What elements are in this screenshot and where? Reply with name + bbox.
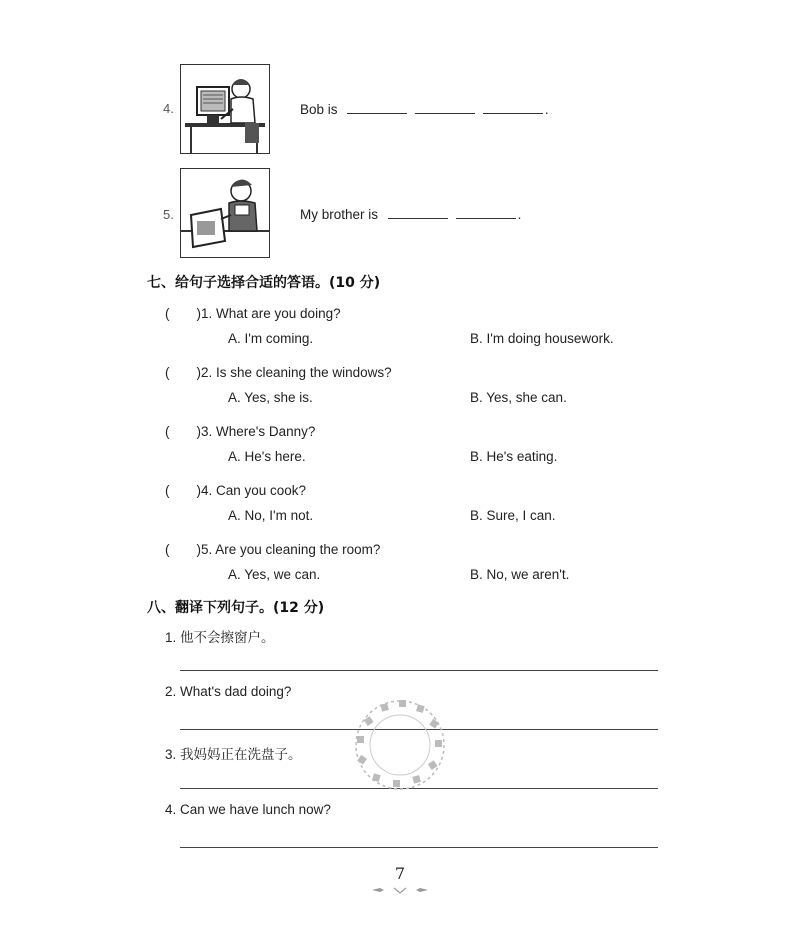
question-row xyxy=(165,420,315,440)
option-a: A. Yes, she is. xyxy=(228,390,313,405)
section-7-title: 七、给句子选择合适的答语。(10 分) xyxy=(147,275,381,291)
question-row xyxy=(165,479,306,499)
option-b: B. No, we aren't. xyxy=(470,567,570,582)
option-a: A. Yes, we can. xyxy=(228,567,321,582)
translation-prompt: 3. 我妈妈正在洗盘子。 xyxy=(165,747,302,762)
answer-line[interactable] xyxy=(180,670,658,671)
answer-line[interactable] xyxy=(180,847,658,848)
option-a: A. He's here. xyxy=(228,449,306,464)
fill-in-sentence xyxy=(300,101,549,117)
answer-paren[interactable]: ( ) xyxy=(165,483,201,498)
fill-in-sentence xyxy=(300,206,521,222)
question-row xyxy=(165,361,392,381)
answer-blank[interactable] xyxy=(388,206,448,219)
question-row xyxy=(165,302,341,322)
page-number-text: 7 xyxy=(394,864,406,883)
watermark-stamp xyxy=(345,690,455,800)
option-a: A. I'm coming. xyxy=(228,331,314,346)
sentence-text: My brother is xyxy=(300,207,379,222)
answer-blank[interactable] xyxy=(415,101,475,114)
page-ornament xyxy=(370,882,430,892)
option-b: B. I'm doing housework. xyxy=(470,331,614,346)
option-b: B. He's eating. xyxy=(470,449,558,464)
answer-paren[interactable]: ( ) xyxy=(165,542,201,557)
computer-boy-illustration xyxy=(180,64,270,154)
option-b: B. Sure, I can. xyxy=(470,508,556,523)
item-number: 5. xyxy=(163,207,174,222)
answer-paren[interactable]: ( ) xyxy=(165,306,201,321)
option-a: A. No, I'm not. xyxy=(228,508,314,523)
answer-paren[interactable]: ( ) xyxy=(165,424,201,439)
option-b: B. Yes, she can. xyxy=(470,390,567,405)
translation-prompt: 2. What's dad doing? xyxy=(165,684,292,699)
microwave-boy-illustration xyxy=(180,168,270,258)
question-text: 1. What are you doing? xyxy=(201,306,341,321)
section-8-title: 八、翻译下列句子。(12 分) xyxy=(147,600,325,616)
page-number xyxy=(0,864,800,883)
question-row xyxy=(165,538,380,558)
item-number: 4. xyxy=(163,101,174,116)
question-text: 5. Are you cleaning the room? xyxy=(201,542,381,557)
answer-blank[interactable] xyxy=(456,206,516,219)
question-text: 3. Where's Danny? xyxy=(201,424,316,439)
translation-prompt: 1. 他不会擦窗户。 xyxy=(165,630,275,645)
answer-blank[interactable] xyxy=(347,101,407,114)
sentence-end: . xyxy=(517,207,522,222)
translation-prompt: 4. Can we have lunch now? xyxy=(165,802,331,817)
answer-paren[interactable]: ( ) xyxy=(165,365,201,380)
sentence-text: Bob is xyxy=(300,102,338,117)
question-text: 4. Can you cook? xyxy=(201,483,307,498)
sentence-end: . xyxy=(544,102,549,117)
question-text: 2. Is she cleaning the windows? xyxy=(201,365,392,380)
answer-blank[interactable] xyxy=(483,101,543,114)
